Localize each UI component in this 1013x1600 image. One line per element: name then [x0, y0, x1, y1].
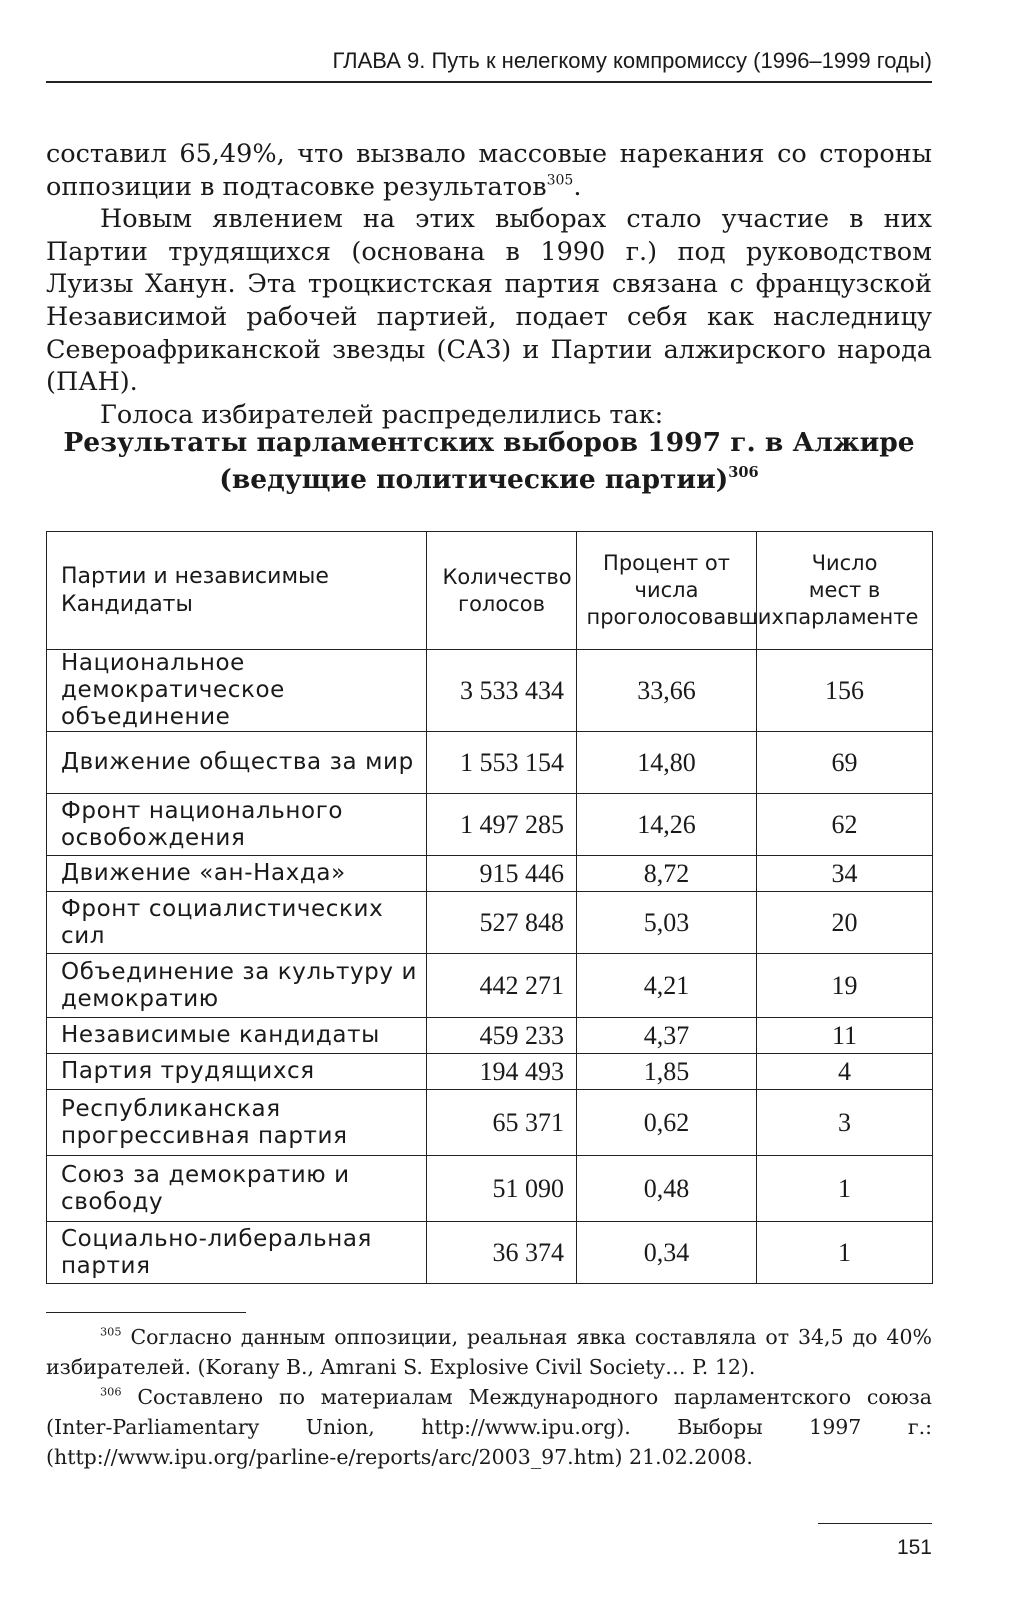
table-title — [46, 424, 932, 498]
percent-cell: 33,66 — [577, 650, 757, 732]
percent-cell: 8,72 — [577, 856, 757, 892]
seats-cell: 3 — [757, 1090, 933, 1156]
percent-cell: 14,26 — [577, 794, 757, 856]
seats-cell: 156 — [757, 650, 933, 732]
table-row — [47, 732, 933, 794]
votes-cell: 36 374 — [427, 1222, 577, 1284]
header-seats-text: Число мест в парламенте — [784, 551, 919, 629]
table-row — [47, 856, 933, 892]
footnote-ref-305[interactable]: 305 — [546, 172, 574, 189]
votes-cell: 527 848 — [427, 892, 577, 954]
percent-cell: 14,80 — [577, 732, 757, 794]
seats-cell: 62 — [757, 794, 933, 856]
percent-cell: 4,37 — [577, 1018, 757, 1054]
votes-cell: 1 497 285 — [427, 794, 577, 856]
party-cell: Объединение за культуру и демократию — [47, 954, 427, 1018]
table-row — [47, 794, 933, 856]
party-cell: Республиканская прогрессивная партия — [47, 1090, 427, 1156]
page-number: 151 — [896, 1536, 932, 1559]
party-cell: Движение общества за мир — [47, 732, 427, 794]
percent-cell: 5,03 — [577, 892, 757, 954]
party-cell: Движение «ан-Нахда» — [47, 856, 427, 892]
footnote-number: 306 — [100, 1385, 122, 1399]
votes-cell: 194 493 — [427, 1054, 577, 1090]
seats-cell: 19 — [757, 954, 933, 1018]
percent-cell: 4,21 — [577, 954, 757, 1018]
paragraph-2: Новым явлением на этих выборах стало участие в них Партии трудящихся (основана в 1990 г.) под руководством Луизы Ханун. Эта троцкистская партия связана с французской Независимой рабочей партией, подает себя как наследницу Североафриканской звезды (САЗ) и Партии алжирского народа (ПАН). — [46, 204, 932, 398]
header-seats — [757, 532, 933, 650]
table-header-row — [47, 532, 933, 650]
table-title-line-2 — [46, 461, 932, 498]
header-percent — [577, 532, 784, 650]
votes-cell: 915 446 — [427, 856, 577, 892]
header-party-text: Партии и независимые Кандидаты — [61, 563, 329, 617]
table-row — [47, 892, 933, 954]
votes-cell: 1 553 154 — [427, 732, 577, 794]
seats-cell: 1 — [757, 1156, 933, 1222]
footnote-306 — [46, 1382, 932, 1472]
header-votes-text: Количество голосов — [442, 564, 572, 616]
table-title-line-1: Результаты парламентских выборов 1997 г. в Алжире — [63, 427, 915, 458]
table-row — [47, 954, 933, 1018]
votes-cell: 51 090 — [427, 1156, 577, 1222]
table-row — [47, 1222, 933, 1284]
seats-cell: 69 — [757, 732, 933, 794]
footnote-text: Согласно данным оппозиции, реальная явка составляла от 34,5 до 40% избирателей. (Korany B., Amrani S. Explosive Civil Society… P. 12). — [46, 1325, 932, 1379]
seats-cell: 1 — [757, 1222, 933, 1284]
votes-cell: 3 533 434 — [427, 650, 577, 732]
party-cell: Фронт национального освобождения — [47, 794, 427, 856]
footnote-ref-306[interactable]: 306 — [728, 464, 759, 482]
header-percent-text: Процент от числа проголосовавших — [586, 551, 784, 629]
footnote-text: Составлено по материалам Международного парламентского союза (Inter-Parliamentary Union, http://www.ipu.org). Выборы 1997 г.: (http://www.ipu.org/parline-e/reports/arc/2003_97.htm) 21.02.2008. — [46, 1385, 932, 1469]
percent-cell: 0,34 — [577, 1222, 757, 1284]
seats-cell: 11 — [757, 1018, 933, 1054]
body-text — [46, 138, 932, 431]
table-title-line-2-text: (ведущие политические партии) — [219, 464, 729, 495]
paragraph-1-text: составил 65,49%, что вызвало массовые нарекания со стороны оппозиции в подтасовке результатов — [46, 139, 932, 202]
seats-cell: 20 — [757, 892, 933, 954]
footnotes — [46, 1322, 932, 1472]
table-row — [47, 1054, 933, 1090]
votes-cell: 459 233 — [427, 1018, 577, 1054]
seats-cell: 4 — [757, 1054, 933, 1090]
header-party — [47, 532, 427, 650]
table-row — [47, 1018, 933, 1054]
party-cell: Фронт социалистических сил — [47, 892, 427, 954]
paragraph-1-end: . — [573, 171, 582, 202]
party-cell: Независимые кандидаты — [47, 1018, 427, 1054]
votes-cell: 65 371 — [427, 1090, 577, 1156]
paragraph-3: Голоса избирателей распределились так: — [100, 399, 664, 430]
header-votes — [427, 532, 577, 650]
footnote-305 — [46, 1322, 932, 1382]
paragraph-1 — [46, 138, 932, 203]
page-number-rule — [818, 1523, 932, 1524]
footnote-number: 305 — [100, 1325, 122, 1339]
table-row — [47, 1090, 933, 1156]
seats-cell: 34 — [757, 856, 933, 892]
party-cell: Союз за демократию и свободу — [47, 1156, 427, 1222]
footnote-rule — [46, 1312, 246, 1313]
table-row — [47, 1156, 933, 1222]
percent-cell: 1,85 — [577, 1054, 757, 1090]
party-cell: Партия трудящихся — [47, 1054, 427, 1090]
table-row — [47, 650, 933, 732]
results-table — [46, 531, 933, 1284]
party-cell: Национальное демократическое объединение — [47, 650, 427, 732]
party-cell: Социально-либеральная партия — [47, 1222, 427, 1284]
percent-cell: 0,48 — [577, 1156, 757, 1222]
percent-cell: 0,62 — [577, 1090, 757, 1156]
votes-cell: 442 271 — [427, 954, 577, 1018]
running-head: ГЛАВА 9. Путь к нелегкому компромиссу (1996–1999 годы) — [332, 48, 932, 73]
header-rule — [46, 81, 932, 83]
